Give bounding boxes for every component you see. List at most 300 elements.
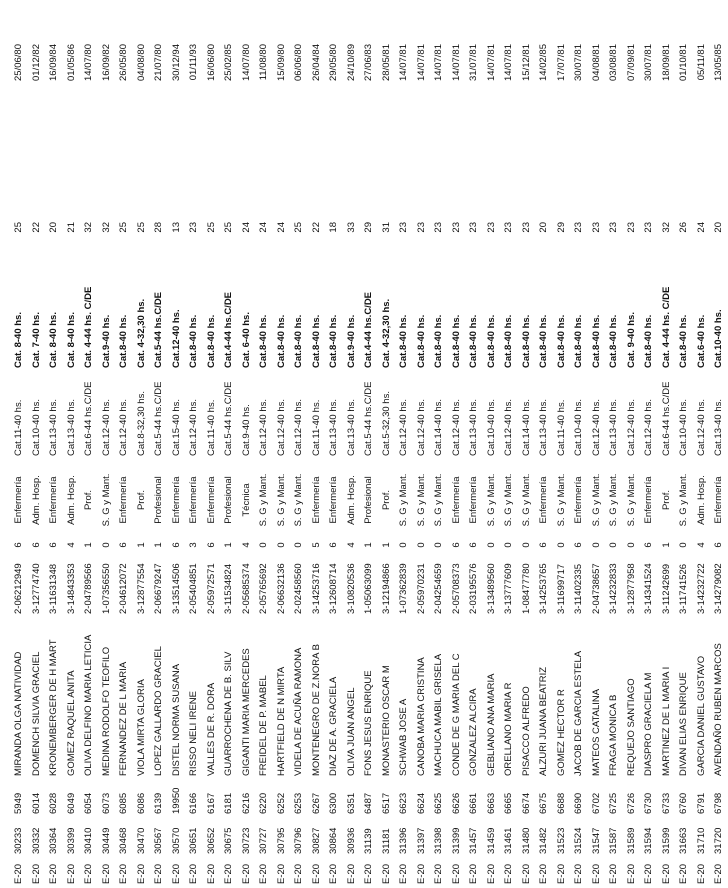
new-category-cell: Cat.8-40 hs.: [573, 314, 584, 368]
date-cell: 16/09/84: [48, 44, 59, 81]
old-category-cell: Cat.14-40 hs.: [520, 398, 532, 456]
old-category-cell: Cat.12-40 hs.: [118, 398, 129, 456]
document-id-cell: 2-04612072: [118, 563, 129, 614]
area-cell: Adm. Hosp.: [65, 475, 77, 525]
file-number-cell: 6086: [135, 792, 147, 814]
code-cell: E-20: [433, 863, 444, 884]
table-row: [675, 0, 693, 888]
file-number-cell: 6730: [643, 792, 654, 814]
table-row: [448, 0, 466, 888]
document-id-cell: 2-05708373: [450, 563, 462, 614]
old-category-cell: Cat.8-32,30 hs.: [135, 391, 147, 456]
count-cell: 24: [275, 222, 287, 233]
file-number-cell: 6220: [258, 792, 269, 814]
file-number-cell: 6623: [398, 792, 409, 814]
count-cell: 23: [485, 222, 497, 233]
file-number-cell: 6253: [293, 792, 304, 814]
name-cell: MARTINEZ DE L MARIA I: [660, 666, 672, 776]
legajo-cell: 30470: [135, 827, 147, 854]
date-cell: 31/07/81: [468, 44, 479, 81]
old-category-cell: Cat.11-40 hs.: [310, 399, 322, 456]
date-cell: 28/05/81: [380, 44, 392, 81]
legajo-cell: 30570: [170, 827, 182, 854]
document-id-cell: 3-12774740: [30, 563, 42, 614]
group-cell: 0: [398, 542, 409, 548]
new-category-cell: Cat.12-40 hs.: [170, 309, 182, 368]
table-row: [185, 0, 203, 888]
date-cell: 26/05/80: [118, 44, 129, 81]
legajo-cell: 30468: [118, 827, 129, 854]
new-category-cell: Cat.8-40 hs.: [555, 314, 567, 368]
file-number-cell: 6216: [240, 792, 252, 814]
group-cell: 6: [118, 542, 129, 548]
date-cell: 11/08/80: [258, 44, 269, 81]
count-cell: 33: [345, 222, 357, 233]
table-row: [220, 0, 238, 888]
date-cell: 01/10/81: [678, 44, 689, 81]
name-cell: ORELLANO MARIA R: [503, 682, 514, 776]
file-number-cell: 6663: [485, 792, 497, 814]
count-cell: 23: [433, 222, 444, 233]
group-cell: 0: [415, 542, 427, 548]
file-number-cell: 6252: [275, 792, 287, 814]
table-row: [63, 0, 81, 888]
name-cell: GOMEZ RAQUEL ANITA: [65, 670, 77, 776]
old-category-cell: Cat.5-44 hs.C/DE: [153, 381, 164, 456]
date-cell: 14/07/81: [415, 44, 427, 81]
table-row: [308, 0, 326, 888]
document-id-cell: 2-04789566: [83, 563, 94, 614]
document-id-cell: 2-02458560: [293, 563, 304, 614]
legajo-cell: 30727: [258, 827, 269, 854]
name-cell: FONS JESUS ENRIQUE: [363, 670, 374, 776]
file-number-cell: 6517: [380, 792, 392, 814]
legajo-cell: 31181: [380, 828, 392, 854]
date-cell: 15/09/80: [275, 44, 287, 81]
table-row: [518, 0, 536, 888]
file-number-cell: 6690: [573, 792, 584, 814]
group-cell: 1: [363, 542, 374, 548]
new-category-cell: Cat.5-44 hs.C/DE: [153, 291, 164, 368]
document-id-cell: 1-05063099: [363, 563, 374, 614]
code-cell: E-20: [65, 863, 77, 884]
old-category-cell: Cat.13-40 hs.: [468, 398, 479, 456]
code-cell: E-20: [48, 863, 59, 884]
code-cell: E-20: [275, 863, 287, 884]
count-cell: 29: [555, 222, 567, 233]
table-row: [28, 0, 46, 888]
area-cell: Enfermería: [118, 476, 129, 524]
area-cell: Enfermería: [573, 476, 584, 524]
group-cell: 6: [13, 542, 24, 548]
file-number-cell: 6181: [223, 792, 234, 814]
code-cell: E-20: [135, 863, 147, 884]
old-category-cell: Cat.13-40 hs.: [65, 398, 77, 456]
date-cell: 01/12/82: [30, 44, 42, 81]
code-cell: E-20: [415, 863, 427, 884]
count-cell: 18: [328, 222, 339, 233]
document-id-cell: 2-06679247: [153, 563, 164, 614]
name-cell: DIAZ DE A. GRACIELA: [328, 676, 339, 776]
date-cell: 30/07/81: [643, 44, 654, 81]
file-number-cell: 6300: [328, 792, 339, 814]
group-cell: 0: [520, 542, 532, 548]
area-cell: Enfermería: [468, 476, 479, 524]
name-cell: GEBLIANO ANA MARIA: [485, 673, 497, 776]
table-row: [98, 0, 116, 888]
date-cell: 03/08/81: [608, 44, 619, 81]
date-cell: 14/07/80: [240, 44, 252, 81]
file-number-cell: 6624: [415, 792, 427, 814]
file-number-cell: 6049: [65, 792, 77, 814]
new-category-cell: Cat.4-44 hs.C/DE: [223, 291, 234, 368]
name-cell: VIDELA DE ACUÑA RAMONA: [293, 647, 304, 776]
table-row: [168, 0, 186, 888]
name-cell: VALLES DE R. DORA: [205, 682, 217, 776]
code-cell: E-20: [520, 863, 532, 884]
date-cell: 21/07/80: [153, 44, 164, 81]
old-category-cell: Cat.12-40 hs.: [188, 398, 199, 456]
old-category-cell: Cat.11-40 hs.: [13, 399, 24, 456]
new-category-cell: Cat.8-40 hs.: [608, 314, 619, 368]
group-cell: 0: [590, 542, 602, 548]
legajo-cell: 31720: [713, 827, 724, 854]
date-cell: 14/07/81: [433, 44, 444, 81]
name-cell: PISACCO ALFREDO: [520, 686, 532, 776]
code-cell: E-20: [678, 863, 689, 884]
new-category-cell: Cat.8-40 hs.: [678, 314, 689, 368]
new-category-cell: Cat. 8-40 hs.: [65, 312, 77, 368]
file-number-cell: 6661: [468, 792, 479, 814]
file-number-cell: 6267: [310, 792, 322, 814]
table-row: [588, 0, 606, 888]
group-cell: 1: [83, 542, 94, 548]
area-cell: S. G y Mant.: [293, 473, 304, 527]
group-cell: 6: [713, 542, 724, 548]
name-cell: MIRANDA OLGA NATIVIDAD: [13, 651, 24, 776]
old-category-cell: Cat.12-40 hs.: [503, 398, 514, 456]
legajo-cell: 31457: [468, 827, 479, 854]
new-category-cell: Cat.10-40 hs.: [713, 309, 724, 368]
new-category-cell: Cat.8-40 hs.: [468, 314, 479, 368]
code-cell: E-20: [83, 863, 94, 884]
count-cell: 23: [398, 222, 409, 233]
old-category-cell: Cat.11-40 hs.: [555, 399, 567, 456]
old-category-cell: Cat.10-40 hs.: [30, 398, 42, 456]
area-cell: Enfermería: [643, 476, 654, 524]
code-cell: E-20: [468, 863, 479, 884]
area-cell: S. G y Mant.: [503, 473, 514, 527]
table-row: [710, 0, 728, 888]
document-id-cell: 3-14253765: [538, 563, 549, 614]
area-cell: S. G y Mant.: [258, 473, 269, 527]
table-row: [343, 0, 361, 888]
area-cell: Enfermería: [328, 476, 339, 524]
legajo-cell: 31524: [573, 827, 584, 854]
legajo-cell: 31594: [643, 827, 654, 854]
old-category-cell: Cat.12-40 hs.: [695, 398, 707, 456]
code-cell: E-20: [240, 863, 252, 884]
document-id-cell: 2-05404851: [188, 563, 199, 614]
old-category-cell: Cat.13-40 hs.: [48, 398, 59, 456]
name-cell: DIVAN ELIAS ENRIQUE: [678, 672, 689, 776]
count-cell: 23: [503, 222, 514, 233]
count-cell: 13: [170, 222, 182, 233]
document-id-cell: 3-12877958: [625, 563, 637, 614]
legajo-cell: 31399: [450, 827, 462, 854]
date-cell: 25/06/80: [13, 44, 24, 81]
table-row: [413, 0, 431, 888]
new-category-cell: Cat. 4-44 hs. C/DE: [660, 286, 672, 368]
legajo-cell: 30364: [48, 827, 59, 854]
code-cell: E-20: [188, 863, 199, 884]
date-cell: 14/02/85: [538, 44, 549, 81]
name-cell: REQUEJO SANTIAGO: [625, 678, 637, 776]
new-category-cell: Cat.8-40 hs.: [310, 314, 322, 368]
document-id-cell: 2-05970231: [415, 563, 427, 614]
document-id-cell: 2-05685374: [240, 563, 252, 614]
group-cell: 6: [643, 542, 654, 548]
file-number-cell: 6085: [118, 792, 129, 814]
name-cell: SCHWAB JOSE A: [398, 698, 409, 776]
count-cell: 31: [380, 222, 392, 233]
table-row: [483, 0, 501, 888]
name-cell: GARCIA DANIEL GUSTAVO: [695, 655, 707, 776]
count-cell: 20: [48, 222, 59, 233]
table-row: [360, 0, 378, 888]
old-category-cell: Cat.5-44 hs.C/DE: [363, 381, 374, 456]
document-id-cell: 2-04738657: [590, 563, 602, 614]
count-cell: 20: [713, 222, 724, 233]
new-category-cell: Cat.8-40 hs.: [450, 314, 462, 368]
new-category-cell: Cat.6-40 hs.: [695, 314, 707, 368]
document-id-cell: 3-14843353: [65, 563, 77, 614]
table-row: [273, 0, 291, 888]
area-cell: S. G y Mant.: [275, 473, 287, 527]
file-number-cell: 6760: [678, 792, 689, 814]
area-cell: Prof.: [380, 489, 392, 511]
old-category-cell: Cat.9-40 hs.: [240, 404, 252, 456]
name-cell: HARTFIELD DE N MIRTA: [275, 666, 287, 776]
date-cell: 14/07/81: [398, 44, 409, 81]
code-cell: E-20: [205, 863, 217, 884]
code-cell: E-20: [398, 863, 409, 884]
old-category-cell: Cat.12-40 hs.: [258, 398, 269, 456]
date-cell: 17/07/81: [555, 44, 567, 81]
area-cell: Profesional: [153, 476, 164, 524]
old-category-cell: Cat.13-40 hs.: [328, 398, 339, 456]
new-category-cell: Cat. 8-40 hs.: [13, 312, 24, 368]
name-cell: OLIVA JUAN ANGEL: [345, 687, 357, 776]
date-cell: 01/11/93: [188, 44, 199, 81]
area-cell: S. G y Mant.: [485, 473, 497, 527]
file-number-cell: 6798: [713, 792, 724, 814]
new-category-cell: Cat.8-40 hs.: [258, 314, 269, 368]
code-cell: E-20: [100, 863, 112, 884]
legajo-cell: 31589: [625, 827, 637, 854]
name-cell: KRONEMBERGER DE H MART: [48, 639, 59, 776]
new-category-cell: Cat.8-40 hs.: [520, 314, 532, 368]
document-id-cell: 3-12194866: [380, 563, 392, 614]
count-cell: 23: [450, 222, 462, 233]
code-cell: E-20: [713, 863, 724, 884]
legajo-cell: 30233: [13, 827, 24, 854]
code-cell: E-20: [485, 863, 497, 884]
new-category-cell: Cat. 6-40 hs.: [240, 312, 252, 368]
date-cell: 24/10/89: [345, 44, 357, 81]
file-number-cell: 6726: [625, 792, 637, 814]
document-id-cell: 3-14279082: [713, 563, 724, 614]
code-cell: E-20: [30, 863, 42, 884]
table-row: [290, 0, 308, 888]
legajo-cell: 31587: [608, 827, 619, 854]
count-cell: 22: [310, 222, 322, 233]
group-cell: 0: [275, 542, 287, 548]
document-id-cell: 3-12608714: [328, 563, 339, 614]
group-cell: 1: [153, 542, 164, 548]
group-cell: 6: [538, 542, 549, 548]
name-cell: CONDE DE G MARIA DEL C: [450, 653, 462, 776]
name-cell: GOMEZ HECTOR R: [555, 689, 567, 776]
count-cell: 32: [660, 222, 672, 233]
count-cell: 24: [258, 222, 269, 233]
table-row: [133, 0, 151, 888]
group-cell: 6: [450, 542, 462, 548]
new-category-cell: Cat.8-40 hs.: [398, 314, 409, 368]
document-id-cell: 3-11631348: [48, 563, 59, 614]
document-id-cell: 3-10820536: [345, 563, 357, 614]
legajo-cell: 30864: [328, 827, 339, 854]
table-row: [570, 0, 588, 888]
group-cell: 6: [328, 542, 339, 548]
date-cell: 14/07/81: [450, 44, 462, 81]
code-cell: E-20: [573, 863, 584, 884]
old-category-cell: Cat.12-40 hs.: [415, 398, 427, 456]
document-id-cell: 1-07356550: [100, 563, 112, 614]
legajo-cell: 30827: [310, 827, 322, 854]
date-cell: 29/05/80: [328, 44, 339, 81]
file-number-cell: 6702: [590, 792, 602, 814]
group-cell: 4: [345, 542, 357, 548]
legajo-cell: 30795: [275, 827, 287, 854]
document-id-cell: 2-04254659: [433, 563, 444, 614]
count-cell: 29: [363, 222, 374, 233]
file-number-cell: 6014: [30, 792, 42, 814]
table-row: [115, 0, 133, 888]
document-id-cell: 3-14232722: [695, 563, 707, 614]
group-cell: 0: [433, 542, 444, 548]
table-row: [378, 0, 396, 888]
file-number-cell: 6688: [555, 792, 567, 814]
new-category-cell: Cat.8-40 hs.: [188, 314, 199, 368]
old-category-cell: Cat.15-40 hs.: [170, 398, 182, 456]
name-cell: CANOBA MARIA CRISTINA: [415, 657, 427, 776]
new-category-cell: Cat.8-40 hs.: [415, 314, 427, 368]
code-cell: E-20: [590, 863, 602, 884]
old-category-cell: Cat.12-40 hs.: [398, 398, 409, 456]
document-id-cell: 1-08477780: [520, 563, 532, 614]
date-cell: 16/09/82: [100, 44, 112, 81]
table-row: [535, 0, 553, 888]
legajo-cell: 30936: [345, 827, 357, 854]
table-row: [693, 0, 711, 888]
file-number-cell: 5949: [13, 792, 24, 814]
file-number-cell: 6167: [205, 792, 217, 814]
name-cell: GUARROCHENA DE B. SILV: [223, 651, 234, 776]
area-cell: Adm. Hosp.: [30, 475, 42, 525]
file-number-cell: 6028: [48, 792, 59, 814]
group-cell: 0: [258, 542, 269, 548]
count-cell: 23: [188, 222, 199, 233]
legajo-cell: 30332: [30, 827, 42, 854]
count-cell: 22: [30, 222, 42, 233]
legajo-cell: 31139: [363, 828, 374, 854]
date-cell: 04/08/81: [590, 44, 602, 81]
file-number-cell: 6725: [608, 792, 619, 814]
table-row: [255, 0, 273, 888]
name-cell: RISSO NELI IRENE: [188, 691, 199, 776]
table-row: [500, 0, 518, 888]
legajo-cell: 30652: [205, 827, 217, 854]
count-cell: 23: [573, 222, 584, 233]
area-cell: Técnica: [240, 483, 252, 517]
new-category-cell: Cat.9-40 hs.: [100, 314, 112, 368]
old-category-cell: Cat.13-40 hs.: [608, 398, 619, 456]
date-cell: 06/06/80: [293, 44, 304, 81]
code-cell: E-20: [170, 863, 182, 884]
area-cell: Enfermería: [13, 476, 24, 524]
group-cell: 0: [485, 542, 497, 548]
date-cell: 18/09/81: [660, 44, 672, 81]
document-id-cell: 3-14253716: [310, 563, 322, 614]
count-cell: 23: [625, 222, 637, 233]
name-cell: FRAGA MONICA B: [608, 694, 619, 776]
old-category-cell: Cat.10-40 hs.: [678, 398, 689, 456]
new-category-cell: Cat.4-44 hs.C/DE: [363, 291, 374, 368]
new-category-cell: Cat.8-40 hs.: [118, 314, 129, 368]
group-cell: 6: [468, 542, 479, 548]
code-cell: E-20: [695, 863, 707, 884]
group-cell: 4: [65, 542, 77, 548]
count-cell: 24: [240, 222, 252, 233]
document-id-cell: 3-13777609: [503, 563, 514, 614]
document-id-cell: 3-11699717: [555, 563, 567, 614]
legajo-cell: 31397: [415, 827, 427, 854]
name-cell: DIASPRO GRACIELA M: [643, 672, 654, 776]
table-row: [203, 0, 221, 888]
file-number-cell: 6665: [503, 792, 514, 814]
count-cell: 25: [135, 222, 147, 233]
document-id-cell: 3-13489560: [485, 563, 497, 614]
code-cell: E-20: [625, 863, 637, 884]
date-cell: 07/09/81: [625, 44, 637, 81]
old-category-cell: Cat.12-40 hs.: [450, 398, 462, 456]
group-cell: 0: [555, 542, 567, 548]
document-id-cell: 3-11741526: [678, 563, 689, 614]
table-row: [623, 0, 641, 888]
area-cell: Enfermería: [48, 476, 59, 524]
code-cell: E-20: [450, 863, 462, 884]
new-category-cell: Cat.8-40 hs.: [538, 314, 549, 368]
code-cell: E-20: [555, 863, 567, 884]
old-category-cell: Cat.12-40 hs.: [100, 398, 112, 456]
new-category-cell: Cat.8-40 hs.: [503, 314, 514, 368]
count-cell: 25: [13, 222, 24, 233]
name-cell: MONASTERIO OSCAR M: [380, 665, 392, 776]
old-category-cell: Cat.13-40 hs.: [345, 398, 357, 456]
old-category-cell: Cat.12-40 hs.: [293, 398, 304, 456]
date-cell: 14/07/81: [485, 44, 497, 81]
